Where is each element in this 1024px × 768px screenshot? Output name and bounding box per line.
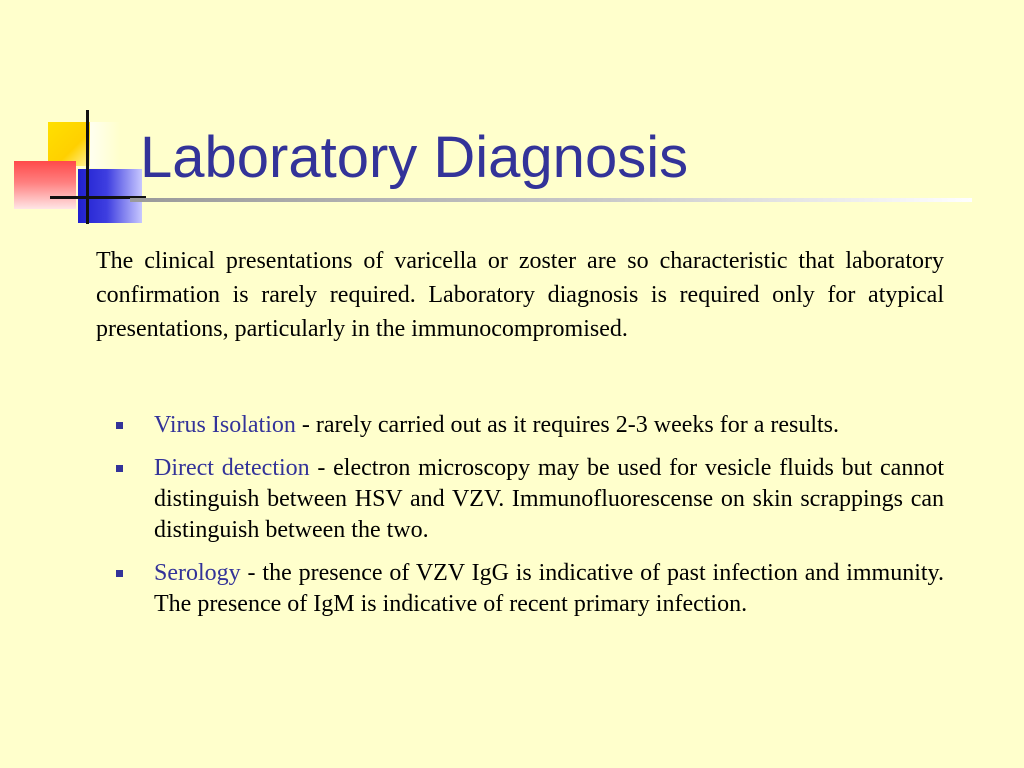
square-bullet-icon — [116, 570, 123, 577]
bullet-item-direct-detection — [154, 453, 944, 546]
bullet-text: - the presence of VZV IgG is indicative of past infection and immunity. The presence of IgM is indicative of recent primary infection. — [154, 560, 944, 617]
bullet-term: Virus Isolation — [154, 412, 296, 438]
bullet-term: Serology — [154, 560, 241, 586]
bullet-list — [154, 410, 944, 632]
bullet-text: - electron microscopy may be used for vesicle fluids but cannot distinguish between HSV and VZV. Immunofluorescense on skin scrappings can distinguish between the two. — [154, 455, 944, 543]
logo-yellow-square — [48, 122, 90, 166]
logo-white-square — [90, 122, 120, 168]
intro-paragraph: The clinical presentations of varicella or zoster are so characteristic that laboratory confirmation is rarely required. Laboratory diagnosis is required only for atypical presentations, particularly in the immunocompromised. — [96, 248, 944, 342]
logo-red-square — [14, 161, 76, 209]
bullet-term: Direct detection — [154, 455, 310, 481]
bullet-item-serology — [154, 558, 944, 620]
bullet-text: - rarely carried out as it requires 2-3 weeks for a results. — [295, 412, 840, 438]
bullet-item-virus-isolation — [154, 410, 944, 441]
slide-title: Laboratory Diagnosis — [140, 125, 689, 190]
logo-vertical-line — [86, 110, 89, 224]
square-bullet-icon — [116, 465, 123, 472]
title-underline-rule — [130, 198, 972, 202]
square-bullet-icon — [116, 422, 123, 429]
